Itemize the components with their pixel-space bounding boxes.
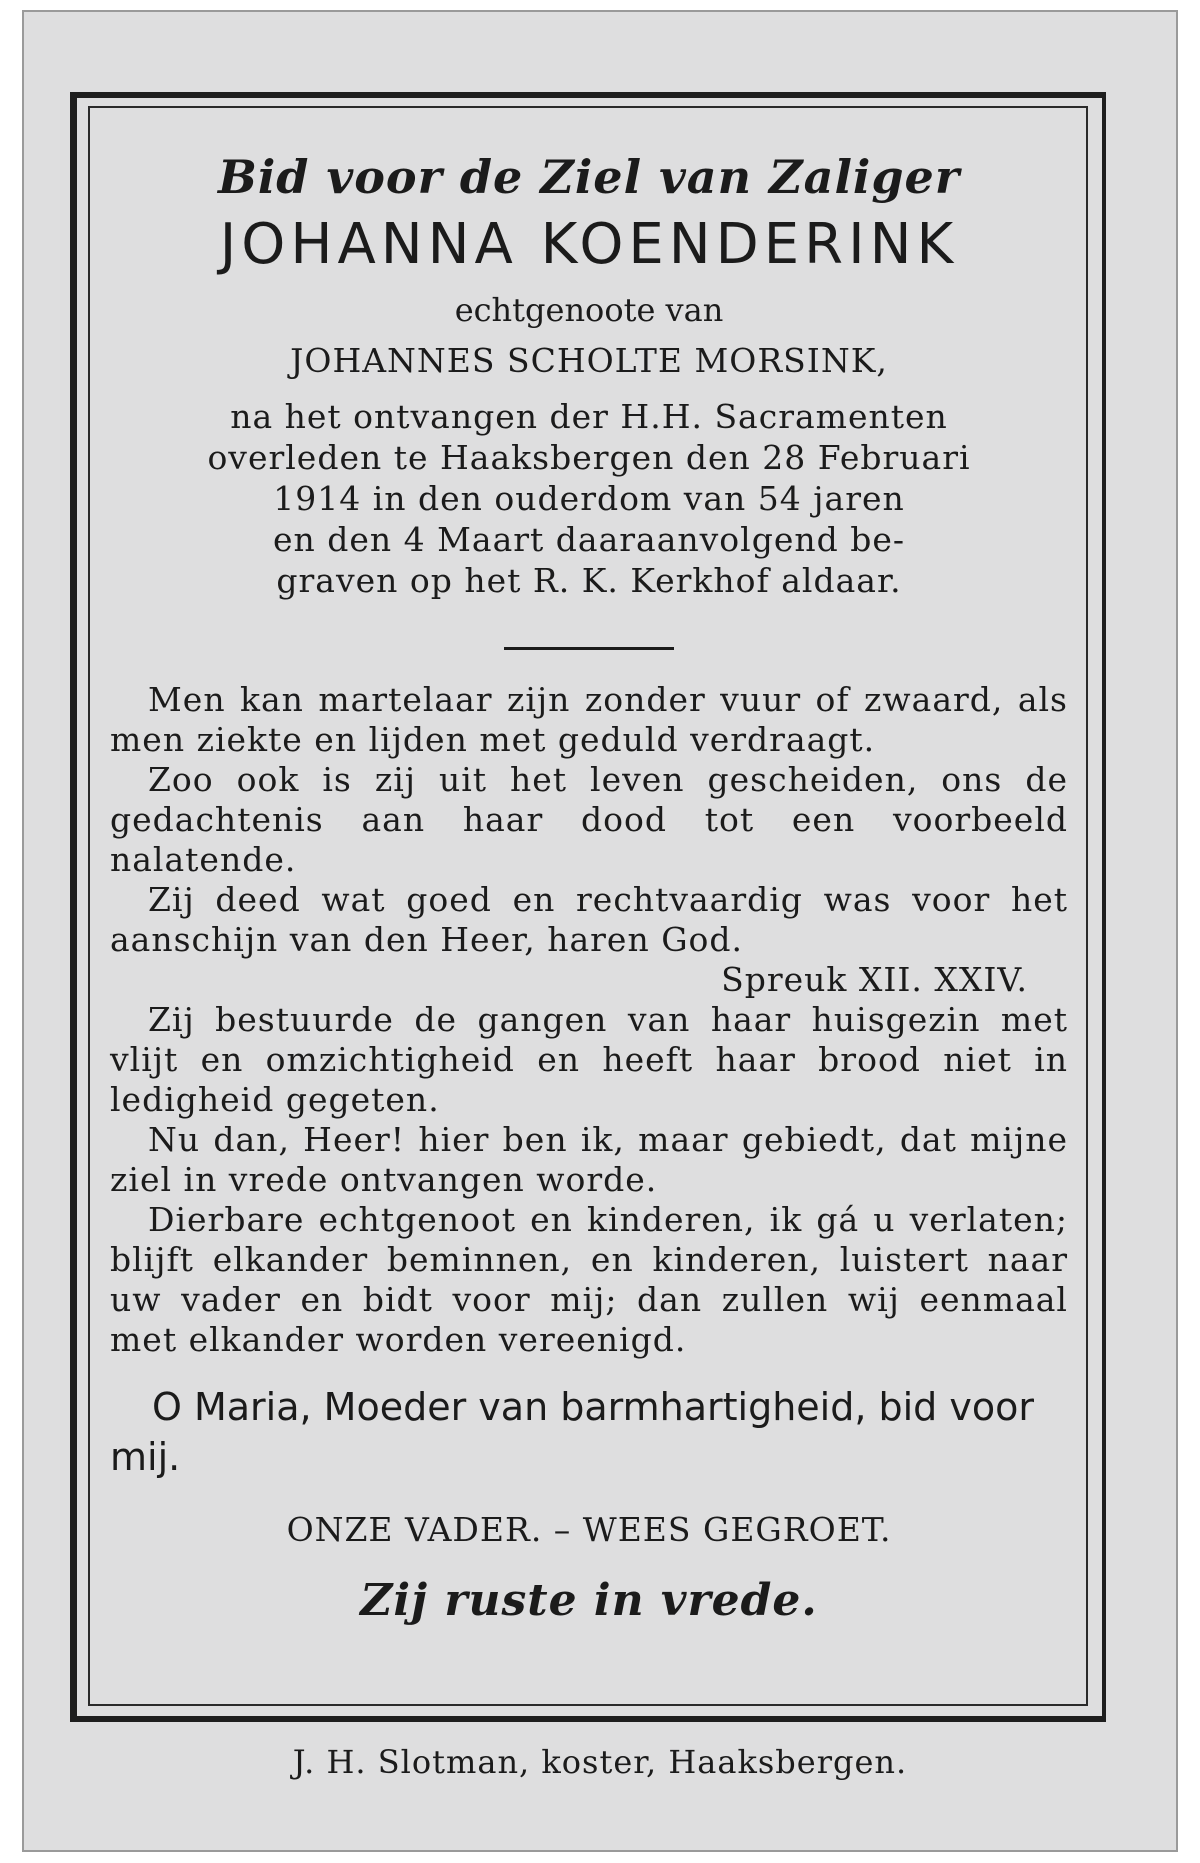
death-announcement (114, 396, 1064, 601)
verse-paragraph: Zij deed wat goed en rechtvaardig was voor het aanschijn van den Heer, haren God. (110, 880, 1068, 959)
announcement-line: graven op het R. K. Kerkhof aldaar. (276, 561, 902, 600)
spouse-name: JOHANNES SCHOLTE MORSINK, (290, 341, 888, 380)
card-heading: Bid voor de Ziel van Zaliger (217, 150, 961, 204)
verse-paragraph: Zij bestuurde de gangen van haar huisgezin met vlijt en omzichtigheid en heeft haar brood niet in ledigheid gegeten. (110, 1000, 1068, 1119)
announcement-line: na het ontvangen der H.H. Sacramenten (230, 397, 948, 436)
verse-paragraph: Zoo ook is zij uit het leven gescheiden, ons de gedachtenis aan haar dood tot een voorbeeld nalatende. (110, 760, 1068, 879)
deceased-name: JOHANNA KOENDERINK (219, 212, 959, 277)
card-content (96, 106, 1082, 1626)
verse-source: Spreuk XII. XXIV. (721, 960, 1028, 999)
announcement-line: 1914 in den ouderdom van 54 jaren (273, 479, 905, 518)
final-prayers: ONZE VADER. – WEES GEGROET. (286, 1510, 892, 1549)
marian-prayer: O Maria, Moeder van barmhartigheid, bid voor mij. (110, 1385, 1034, 1479)
verse-paragraph: Men kan martelaar zijn zonder vuur of zwaard, als men ziekte en lijden met geduld verdraagt. (110, 680, 1068, 759)
section-divider (504, 647, 674, 650)
spouse-intro: echtgenoote van (454, 291, 724, 329)
verses-block (110, 680, 1068, 1360)
closing-line: Zij ruste in vrede. (360, 1575, 818, 1626)
printer-credit: J. H. Slotman, koster, Haaksbergen. (292, 1743, 908, 1781)
verse-paragraph: Nu dan, Heer! hier ben ik, maar gebiedt, dat mijne ziel in vrede ontvangen worde. (110, 1120, 1068, 1199)
announcement-line: en den 4 Maart daaraanvolgend be- (272, 520, 906, 559)
verse-paragraph: Dierbare echtgenoot en kinderen, ik gá u verlaten; blijft elkander beminnen, en kinderen, luistert naar uw vader en bidt voor mij; dan zullen wij eenmaal met elkander worden vereenigd. (110, 1200, 1068, 1359)
announcement-line: overleden te Haaksbergen den 28 Februari (207, 438, 971, 477)
